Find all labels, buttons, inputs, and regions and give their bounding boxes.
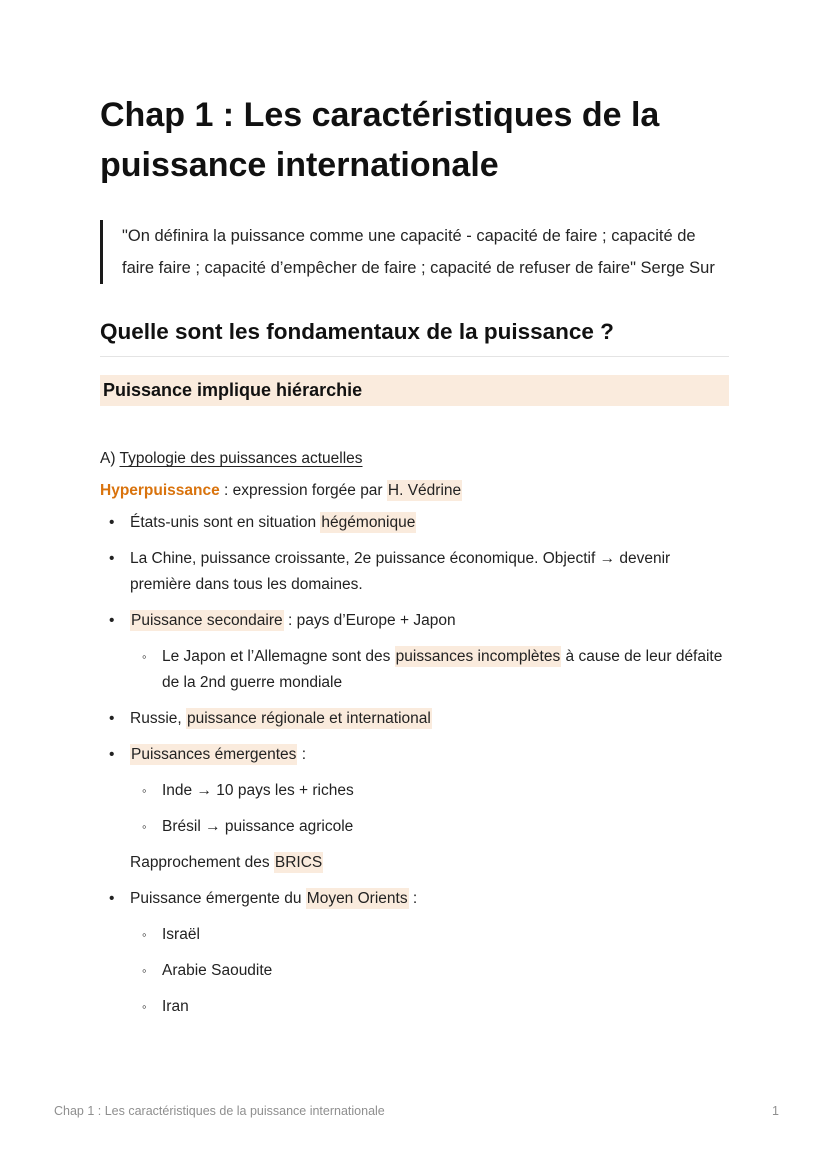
bullet-icon: •	[109, 746, 115, 763]
circle-bullet-icon: ◦	[142, 927, 147, 942]
text-segment: La Chine, puissance croissante, 2e puissance économique. Objectif → devenir première dans tous les domaines.	[130, 550, 671, 593]
list-item	[100, 742, 729, 768]
circle-bullet-icon: ◦	[142, 649, 147, 664]
sub-list-item	[100, 922, 729, 948]
item-text	[100, 778, 729, 804]
text-segment: Hyperpuissance	[100, 482, 220, 499]
document-content	[100, 0, 729, 1020]
item-text	[100, 510, 729, 536]
circle-bullet-icon: ◦	[142, 999, 147, 1014]
item-text	[100, 706, 729, 732]
sub-list-item	[100, 958, 729, 984]
paragraph	[100, 446, 729, 472]
bullet-icon: •	[109, 710, 115, 727]
list-item	[100, 608, 729, 634]
list-item	[100, 886, 729, 912]
indented-paragraph	[100, 850, 729, 876]
content-list	[100, 446, 729, 1020]
page-footer	[54, 1103, 779, 1119]
bullet-icon: •	[109, 550, 115, 567]
quote-text: "On définira la puissance comme une capacité - capacité de faire ; capacité de faire faire ; capacité d’empêcher de faire ; capacité de refuser de faire" Serge Sur	[122, 227, 715, 277]
text-segment: Le Japon et l’Allemagne sont des	[162, 648, 395, 665]
highlighted-text: hégémonique	[321, 514, 416, 531]
text-segment: Typologie des puissances actuelles	[119, 450, 363, 467]
text-segment: :	[297, 746, 307, 763]
text-segment: États-unis sont en situation	[130, 514, 321, 531]
highlighted-text: BRICS	[274, 854, 323, 871]
paragraph	[100, 478, 729, 504]
item-text	[100, 958, 729, 984]
circle-bullet-icon: ◦	[142, 963, 147, 978]
highlighted-text: puissance régionale et international	[187, 710, 431, 727]
item-text	[100, 480, 462, 501]
item-text	[100, 608, 729, 634]
highlighted-text: Puissances émergentes	[131, 746, 297, 763]
circle-bullet-icon: ◦	[142, 783, 147, 798]
bullet-icon: •	[109, 514, 115, 531]
text-segment: Russie,	[130, 710, 186, 727]
item-text	[100, 546, 729, 598]
item-text	[100, 814, 729, 840]
text-segment: : pays d’Europe + Japon	[283, 612, 456, 629]
list-item	[100, 510, 729, 536]
item-text	[100, 850, 729, 876]
text-segment: Inde → 10 pays les + riches	[162, 782, 354, 799]
text-segment: : expression forgée par	[219, 482, 387, 499]
bullet-icon: •	[109, 612, 115, 629]
sub-list-item	[100, 994, 729, 1020]
highlighted-text: Puissance secondaire	[131, 612, 283, 629]
section-heading: Quelle sont les fondamentaux de la puissance ?	[100, 318, 729, 357]
text-segment: A)	[100, 450, 120, 467]
bullet-icon: •	[109, 890, 115, 907]
highlighted-text: H. Védrine	[387, 482, 462, 499]
text-segment: à cause de leur défaite de la 2nd guerre mondiale	[162, 648, 723, 691]
item-text	[100, 994, 729, 1020]
text-segment: Puissance émergente du	[130, 890, 306, 907]
item-text	[100, 886, 729, 912]
footer-page-number: 1	[772, 1104, 779, 1118]
quote-block	[100, 220, 729, 284]
text-segment: Arabie Saoudite	[162, 962, 273, 979]
item-text	[100, 450, 363, 467]
item-text	[100, 644, 729, 696]
circle-bullet-icon: ◦	[142, 819, 147, 834]
text-segment: Rapprochement des	[130, 854, 274, 871]
text-segment: Iran	[162, 998, 189, 1015]
list-item	[100, 706, 729, 732]
list-item	[100, 546, 729, 598]
highlighted-text: puissances incomplètes	[395, 648, 561, 665]
sub-list-item	[100, 644, 729, 696]
sub-list-item	[100, 778, 729, 804]
highlighted-heading: Puissance implique hiérarchie	[100, 375, 729, 406]
item-text	[100, 742, 729, 768]
text-segment: Brésil → puissance agricole	[162, 818, 354, 835]
item-text	[100, 922, 729, 948]
highlighted-text: Moyen Orients	[306, 890, 408, 907]
footer-title: Chap 1 : Les caractéristiques de la puissance internationale	[54, 1104, 385, 1118]
sub-list-item	[100, 814, 729, 840]
text-segment: Israël	[162, 926, 200, 943]
page-title: Chap 1 : Les caractéristiques de la puissance internationale	[100, 96, 660, 184]
text-segment: :	[408, 890, 418, 907]
